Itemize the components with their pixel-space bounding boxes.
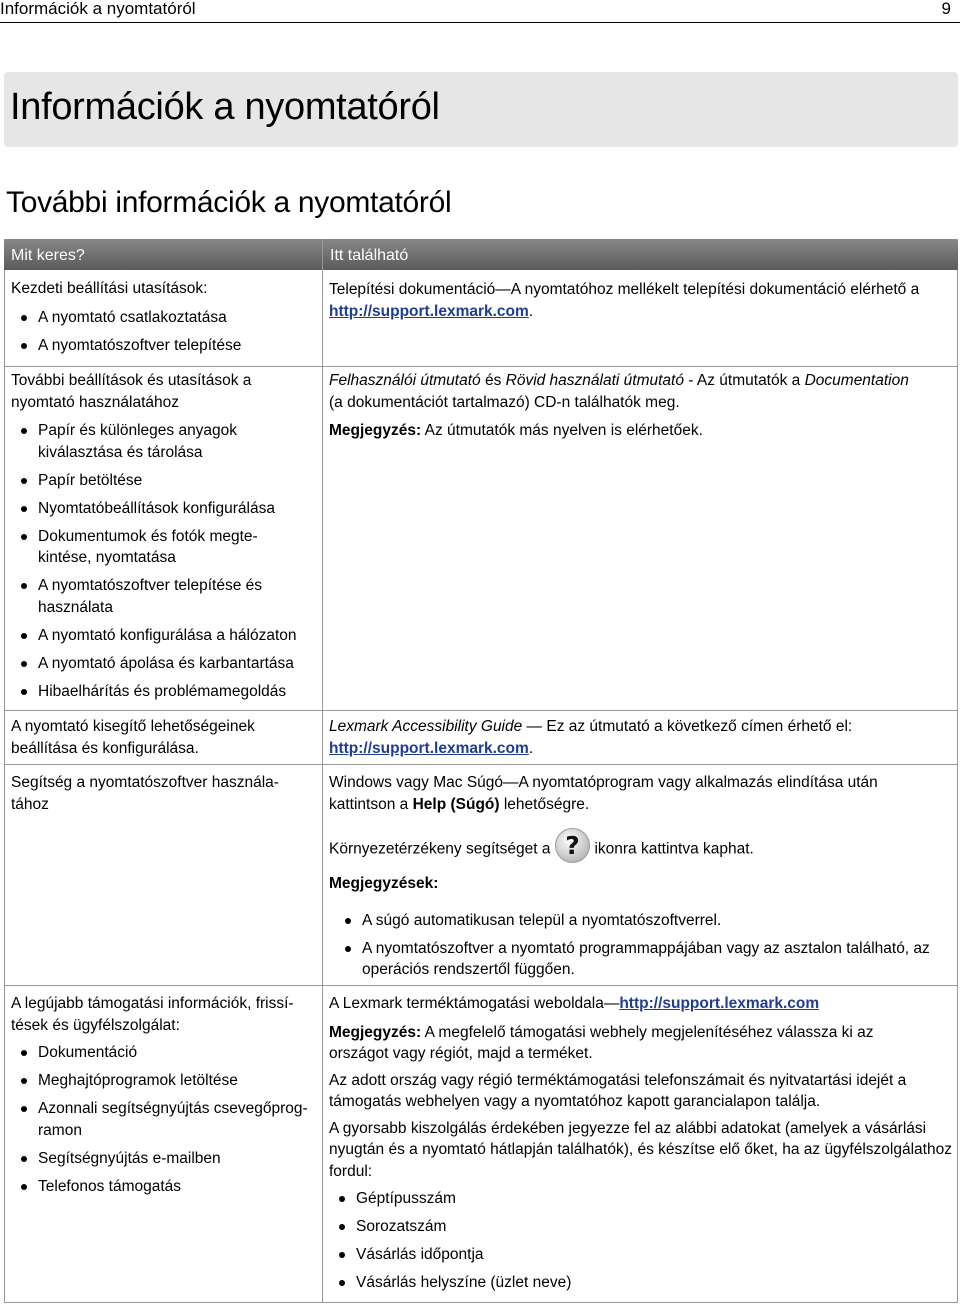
row3-left-text: A nyomtató kisegítő lehetőségeinek beállítása és konfigurálása. — [11, 718, 255, 757]
svg-text:?: ? — [565, 831, 581, 860]
table-row — [329, 772, 953, 981]
notes-label: Megjegyzések: — [329, 875, 439, 892]
table-row — [11, 278, 316, 356]
row2-guides-text — [329, 370, 953, 413]
row2-intro: További beállítások és utasítások a nyomtató használatához — [11, 372, 252, 411]
list-item: Telefonos támogatás — [11, 1176, 316, 1198]
support-link[interactable]: http://support.lexmark.com — [329, 739, 529, 757]
row5-right-list — [329, 1188, 953, 1294]
list-item: A nyomtatószoftver a nyomtató programmappájában vagy az asztalon található, az operációs rendszertől függően. — [335, 938, 953, 981]
row-divider — [4, 366, 958, 367]
list-item: A súgó automatikusan települ a nyomtatószoftverrel. — [335, 910, 953, 932]
note-label: Megjegyzés: — [329, 422, 422, 439]
section-title: További információk a nyomtatóról — [6, 186, 452, 219]
list-item: Vásárlás időpontja — [329, 1244, 953, 1266]
table-row — [11, 370, 316, 702]
table-row — [11, 716, 316, 759]
row5-list — [11, 1042, 316, 1197]
list-item: Hibaelhárítás és problémamegoldás — [11, 681, 316, 703]
table-row — [329, 370, 953, 442]
row4-context-help — [329, 831, 953, 868]
row2-list — [11, 420, 316, 702]
support-link[interactable]: http://support.lexmark.com — [619, 995, 820, 1012]
list-item: A nyomtató konfigurálása a hálózaton — [11, 625, 316, 647]
list-item: Azonnali segítségnyújtás csevegőprogramon — [11, 1098, 316, 1141]
table-header-left: Mit keres? — [4, 239, 322, 270]
row2-note — [329, 420, 953, 442]
text-period: . — [528, 739, 534, 757]
accessibility-guide-title: Lexmark Accessibility Guide — [329, 718, 523, 735]
row5-phone-info: Az adott ország vagy régió terméktámogatási telefonszámait és nyitvatartási idejét a támogatás webhelyen vagy a nyomtatóhoz kapott garancialapon találja. — [329, 1071, 907, 1110]
table-row — [11, 772, 296, 815]
list-item: Meghajtóprogramok letöltése — [11, 1070, 316, 1092]
text-segment: A Lexmark terméktámogatási weboldala— — [329, 995, 620, 1012]
list-item: Dokumentáció — [11, 1042, 316, 1064]
support-link[interactable]: http://support.lexmark.com — [329, 302, 529, 320]
note-text: A megfelelő támogatási webhely megjelenítéséhez válassza ki az országot vagy régiót, majd a terméket. — [329, 1023, 874, 1062]
text-segment: Környezetérzékeny segítséget a — [329, 840, 551, 858]
list-item: A nyomtatószoftver telepítése — [11, 335, 316, 357]
row1-list — [11, 307, 316, 357]
table-row — [329, 993, 953, 1294]
note-label: Megjegyzés: — [329, 1023, 422, 1041]
text-segment: — Ez az útmutató a következő címen érhető el: — [522, 718, 853, 735]
row-divider — [4, 710, 958, 711]
list-item: Géptípusszám — [329, 1188, 953, 1210]
list-item: Papír betöltése — [11, 470, 316, 492]
column-divider — [322, 239, 323, 1303]
table-header-right: Itt található — [323, 239, 958, 270]
table-row — [329, 716, 953, 759]
row-divider — [4, 985, 958, 986]
list-item: Papír és különleges anyagok kiválasztása és tárolása — [11, 420, 316, 463]
text-segment: Windows vagy Mac Súgó—A nyomtatóprogram vagy alkalmazás elindítása után kattintson a — [329, 774, 878, 813]
row-divider — [4, 764, 958, 765]
row3-right-text — [329, 716, 953, 759]
row5-prepare-info: A gyorsabb kiszolgálás érdekében jegyezze fel az alábbi adatokat (amelyek a vásárlási nyugtán és a nyomtató hátlapján találhatók), és készítse elő őket, ha az ügyfélszolgálathoz fordul: — [329, 1119, 952, 1180]
text-period: . — [528, 302, 534, 320]
help-label: Help (Súgó) — [412, 795, 500, 813]
page-header — [0, 0, 960, 23]
table-row — [11, 993, 316, 1197]
text-segment: - Az útmutatók a — [683, 372, 805, 389]
row4-help-text — [329, 772, 953, 815]
chapter-title: Információk a nyomtatóról — [10, 86, 440, 128]
row5-intro: A legújabb támogatási információk, frissítések és ügyfélszolgálat: — [11, 995, 294, 1034]
text-segment: ikonra kattintva kaphat. — [594, 840, 754, 858]
list-item: A nyomtató csatlakoztatása — [11, 307, 316, 329]
user-guide-title: Felhasználói útmutató — [329, 372, 481, 389]
text-segment: és — [480, 372, 506, 389]
list-item: Nyomtatóbeállítások konfigurálása — [11, 498, 316, 520]
text-segment: (a dokumentációt tartalmazó) CD-n találhatók meg. — [329, 393, 680, 411]
quick-guide-title: Rövid használati útmutató — [505, 372, 684, 389]
documentation-cd-title: Documentation — [804, 372, 909, 389]
row4-notes-list — [335, 910, 953, 981]
row4-left-text: Segítség a nyomtatószoftver használatához — [11, 774, 279, 813]
list-item: Dokumentumok és fotók megtekintése, nyomtatása — [11, 526, 316, 569]
note-text: Az útmutatók más nyelven is elérhetőek. — [421, 422, 703, 439]
chapter-banner — [4, 72, 958, 147]
list-item: Segítségnyújtás e-mailben — [11, 1148, 316, 1170]
row1-right-text — [329, 279, 953, 322]
list-item: Sorozatszám — [329, 1216, 953, 1238]
row5-note — [329, 1022, 953, 1065]
header-title: Információk a nyomtatóról — [0, 0, 196, 18]
row5-support-site — [329, 993, 953, 1015]
row1-intro: Kezdeti beállítási utasítások: — [11, 280, 208, 297]
list-item: A nyomtató ápolása és karbantartása — [11, 653, 316, 675]
list-item: Vásárlás helyszíne (üzlet neve) — [329, 1272, 953, 1294]
page-number: 9 — [941, 0, 951, 18]
table-row — [329, 279, 953, 322]
install-doc-text: Telepítési dokumentáció—A nyomtatóhoz mellékelt telepítési dokumentáció elérhető a — [329, 281, 920, 298]
question-mark-help-icon — [554, 827, 591, 864]
list-item: A nyomtatószoftver telepítése és használata — [11, 575, 316, 618]
text-segment: lehetőségre. — [499, 795, 590, 813]
